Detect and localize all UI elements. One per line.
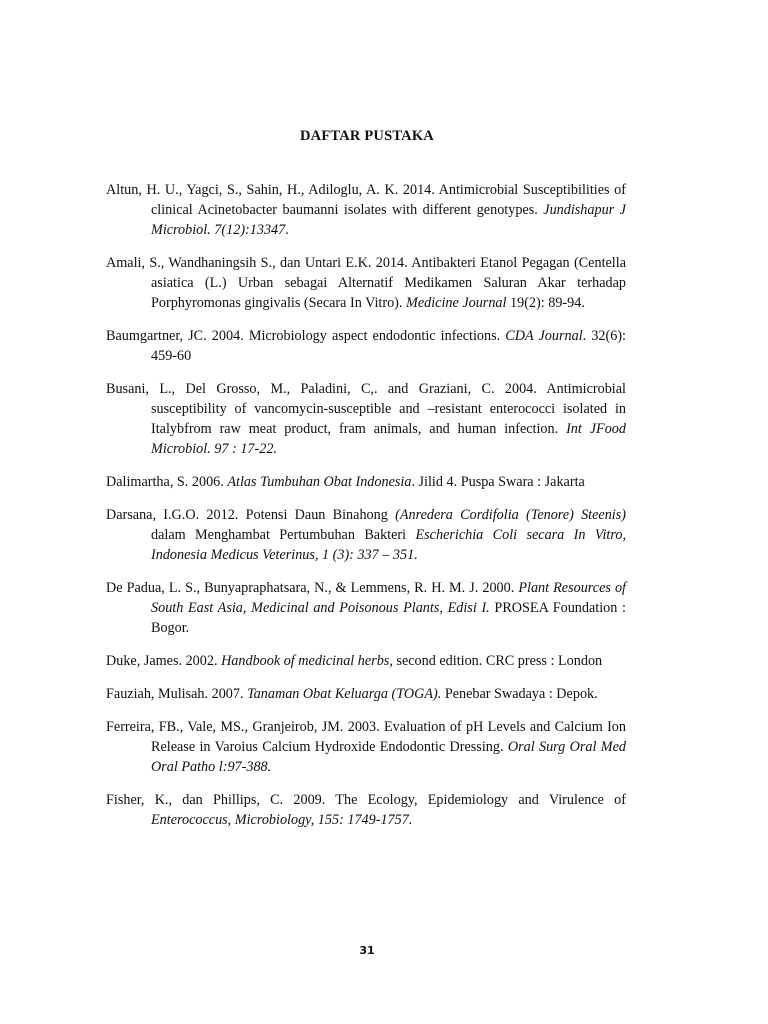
reference-text: Penebar Swadaya : Depok. [441, 686, 598, 702]
reference-text: PROSEA Foundation : Bogor. [151, 600, 626, 636]
reference-source: (Anredera Cordifolia (Tenore) Steenis) [395, 507, 626, 523]
reference-entry [106, 717, 626, 777]
reference-text: Darsana, I.G.O. 2012. Potensi Daun Binahong [106, 507, 396, 523]
reference-text: Amali, S., Wandhaningsih S., dan Untari E.K. 2014. Antibakteri Etanol Pegagan (Centella asiatica (L.) Urban sebagai Alternatif Medikamen Saluran Akar terhadap Porphyromonas gingivalis (Secara In Vitro). [106, 255, 626, 311]
reference-text: Baumgartner, JC. 2004. Microbiology aspect endodontic infections. [106, 328, 506, 344]
reference-source: Escherichia Coli secara In Vitro, Indonesia Medicus Veterinus, 1 (3): 337 – 351. [151, 527, 626, 563]
reference-entry [106, 578, 626, 638]
reference-text: Busani, L., Del Grosso, M., Paladini, C,. and Graziani, C. 2004. Antimicrobial susceptibility of vancomycin-susceptible and –resistant enterococci isolated in Italybfrom raw meat product, fram animals, and human infection. [106, 381, 626, 437]
reference-entry [106, 790, 626, 830]
reference-text: Ferreira, FB., Vale, MS., Granjeirob, JM. 2003. Evaluation of pH Levels and Calcium Ion Release in Varoius Calcium Hydroxide Endodontic Dressing. [106, 719, 626, 755]
reference-text: 19(2): 89-94. [506, 295, 585, 311]
reference-text: Duke, James. 2002. [106, 653, 222, 669]
reference-text: De Padua, L. S., Bunyapraphatsara, N., & Lemmens, R. H. M. J. 2000. [106, 580, 519, 596]
reference-text: Dalimartha, S. 2006. [106, 474, 228, 490]
reference-entry [106, 651, 626, 671]
reference-entry [106, 253, 626, 313]
reference-list [106, 180, 626, 843]
reference-entry [106, 472, 626, 492]
reference-text: Fauziah, Mulisah. 2007. [106, 686, 248, 702]
reference-source: Oral Surg Oral Med Oral Patho l:97-388. [151, 739, 626, 775]
reference-text: . [285, 222, 289, 238]
reference-text: dalam Menghambat Pertumbuhan Bakteri [151, 527, 416, 543]
reference-source: Atlas Tumbuhan Obat Indonesia [227, 474, 412, 490]
reference-source: Jundishapur J Microbiol. 7(12):13347 [151, 202, 626, 238]
reference-text: Fisher, K., dan Phillips, C. 2009. The Ecology, Epidemiology and Virulence of [106, 792, 626, 808]
reference-text: . 32(6): 459-60 [151, 328, 626, 364]
reference-entry [106, 684, 626, 704]
reference-source: Medicine Journal [406, 295, 507, 311]
reference-source: Tanaman Obat Keluarga (TOGA). [247, 686, 442, 702]
reference-source: Handbook of medicinal herbs [221, 653, 390, 669]
reference-source: CDA Journal [505, 328, 583, 344]
reference-text: Altun, H. U., Yagci, S., Sahin, H., Adiloglu, A. K. 2014. Antimicrobial Susceptibilities of clinical Acinetobacter baumanni isolates with different genotypes. [106, 182, 626, 218]
page-title: DAFTAR PUSTAKA [300, 128, 434, 144]
reference-text: , second edition. CRC press : London [389, 653, 603, 669]
reference-entry [106, 180, 626, 240]
reference-text: . Jilid 4. Puspa Swara : Jakarta [411, 474, 585, 490]
page-number: 31 [359, 944, 375, 957]
reference-source: Enterococcus, Microbiology, 155: 1749-1757. [151, 812, 413, 828]
reference-entry [106, 379, 626, 459]
reference-entry [106, 326, 626, 366]
reference-entry [106, 505, 626, 565]
reference-source: Int JFood Microbiol. 97 : 17-22. [151, 421, 626, 457]
reference-source: Plant Resources of South East Asia, Medicinal and Poisonous Plants, Edisi I. [151, 580, 626, 616]
